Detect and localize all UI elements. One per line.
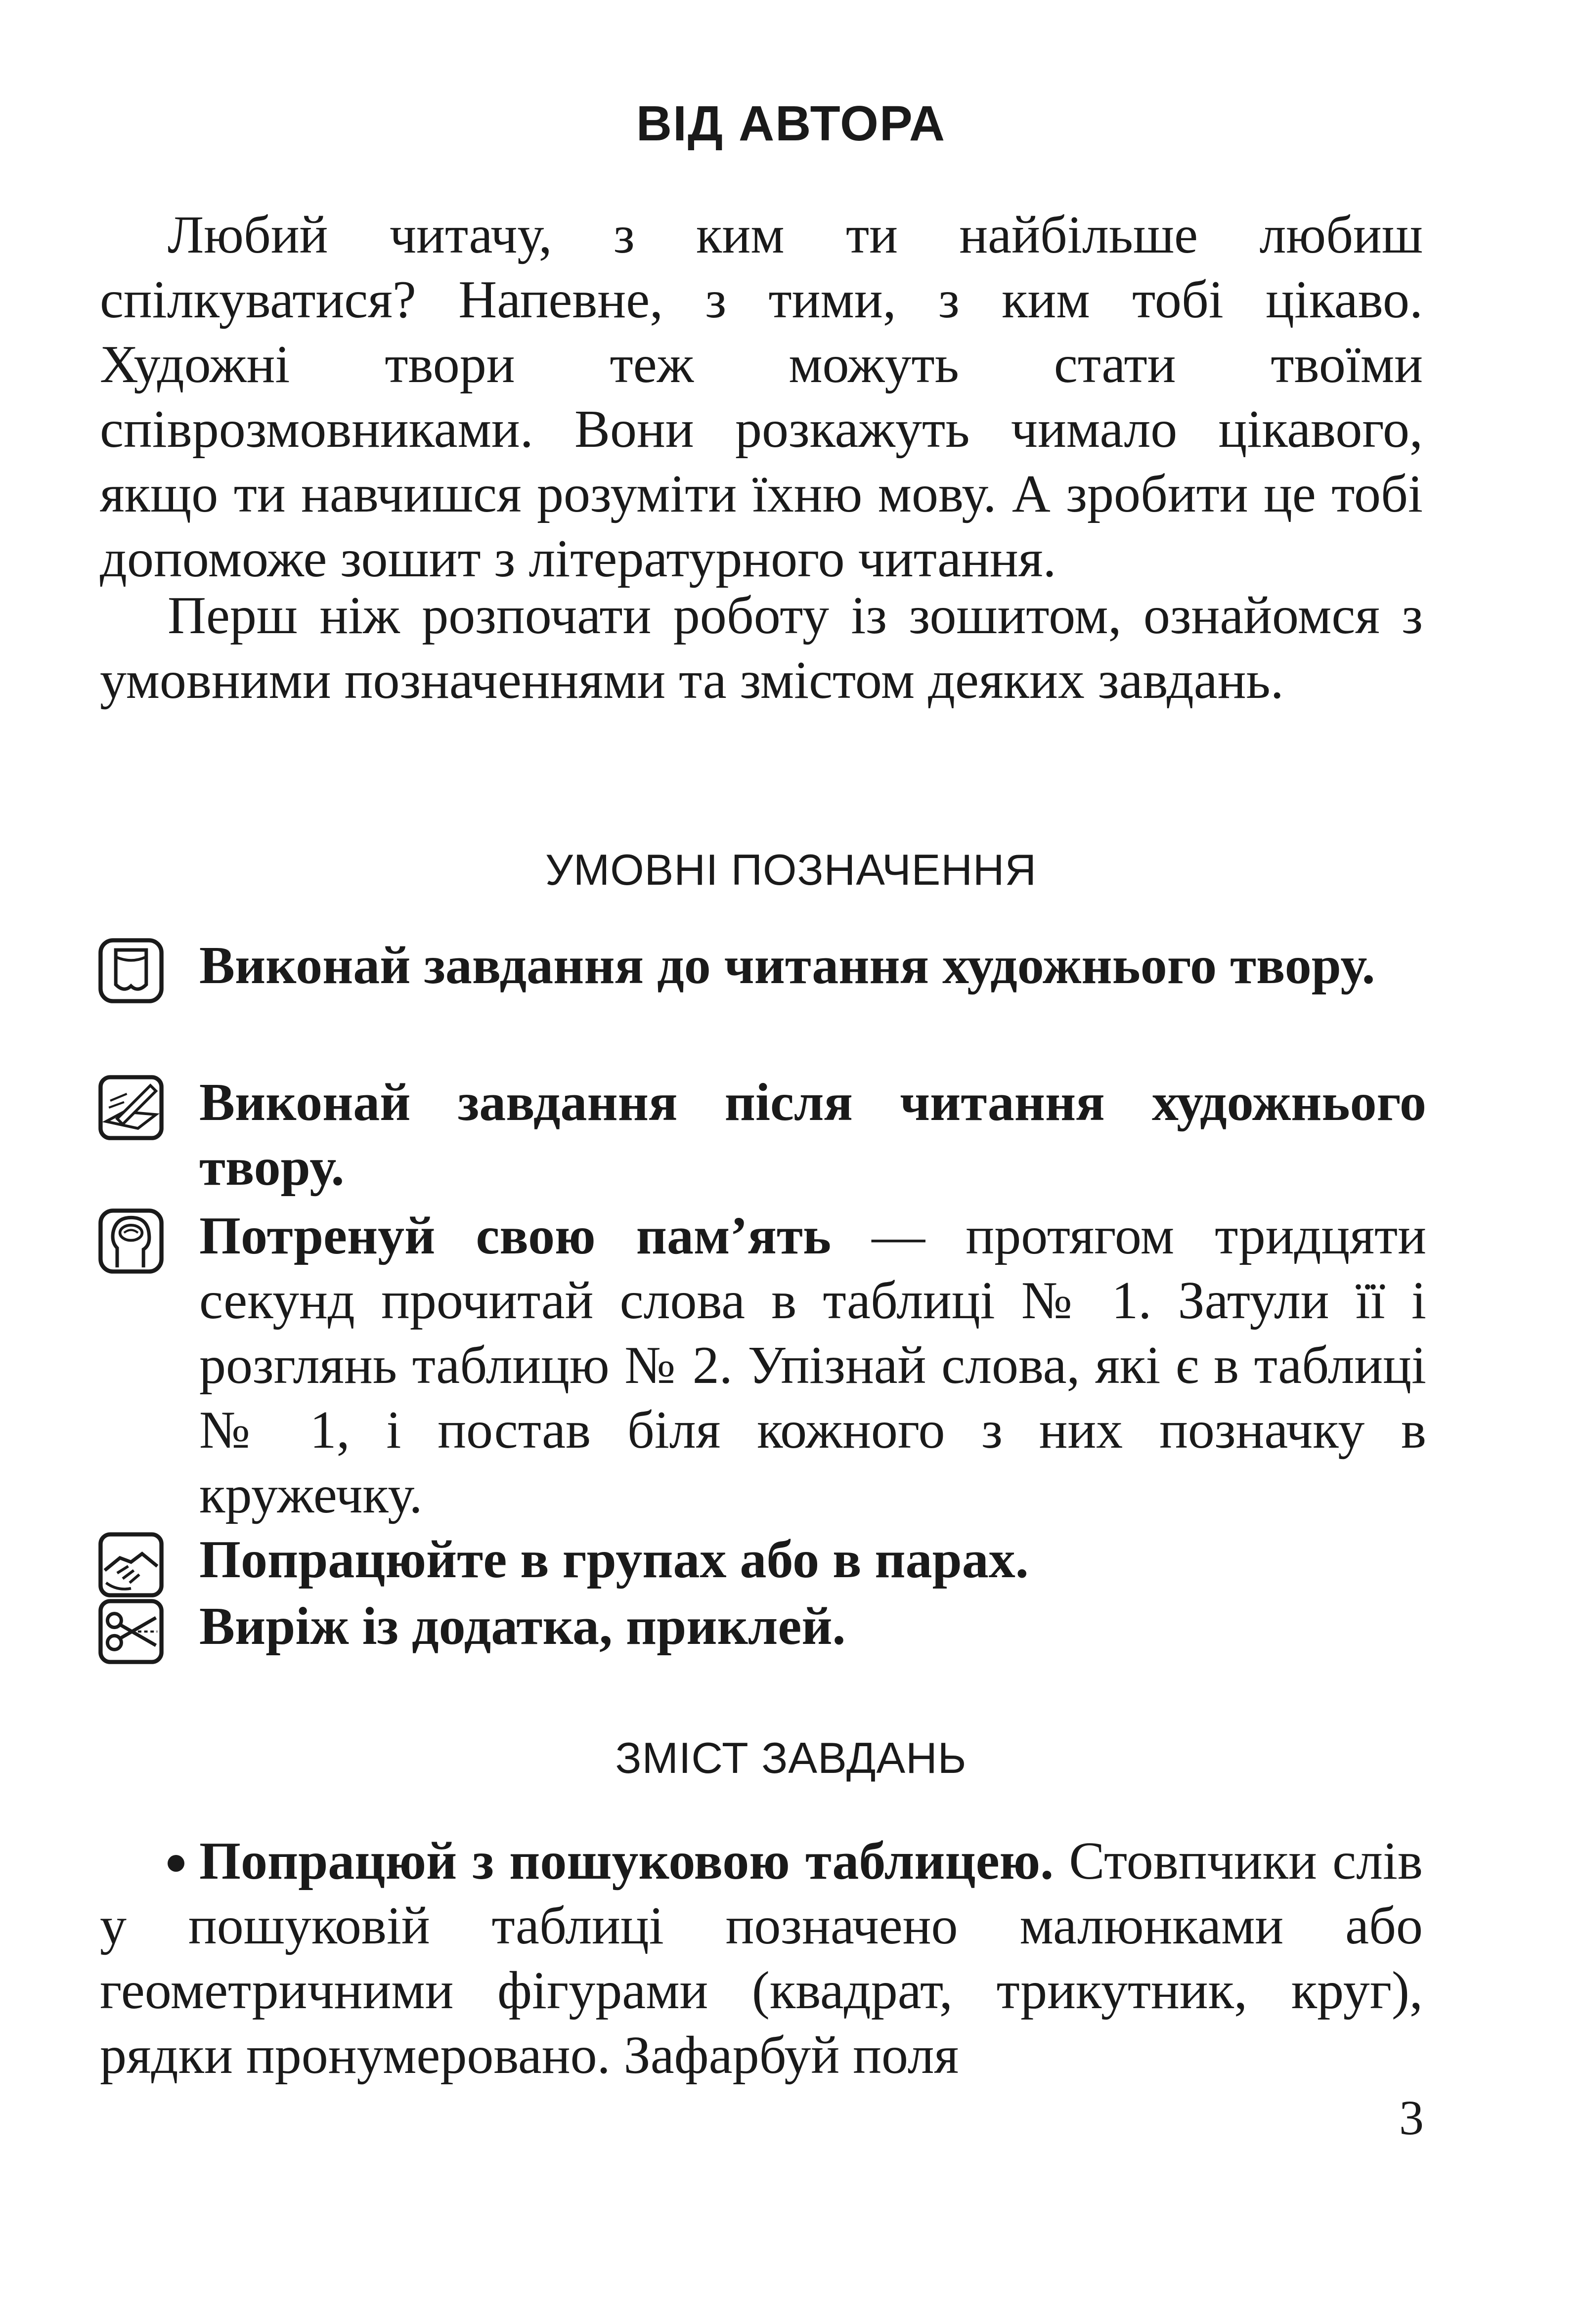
legend-text-3 [199,1204,1426,1527]
legend-bold-5: Виріж із додатка, приклей. [199,1597,846,1656]
contents-heading: ЗМІСТ ЗАВДАНЬ [615,1733,967,1782]
legend-bold-3: Потренуй свою пам’ять [199,1206,832,1265]
memory-icon [96,1206,166,1276]
legend-bold-4: Попрацюйте в групах або в парах. [199,1530,1029,1589]
scissors-icon [96,1597,166,1666]
intro-paragraph-1: Любий читачу, з ким ти найбільше любиш спілкуватися? Напевне, з тими, з ким тобі цікаво. Художні твори теж можуть стати твоїми співрозмовниками. Вони розкажуть чимало цікавого, якщо ти навчишся розуміти їхню мову. А зробити це тобі допоможе зошит з літературного читання. [100,206,1423,588]
reading-icon [96,936,166,1005]
task-bold: Попрацюй з пошуковою таблицею. [199,1832,1054,1891]
legend-rest-3: — протягом тридцяти секунд прочитай слова в таблиці № 1. Затули її і розглянь таблицю № 2. Упізнай слова, які є в таблиці № 1, і постав біля кожного з них позначку в кружечку. [199,1206,1426,1524]
legend-bold-1: Виконай завдання до читання художнього твору. [199,936,1375,995]
handshake-icon [96,1530,166,1599]
page-title: ВІД АВТОРА [636,96,946,151]
writing-icon [96,1073,166,1142]
legend-text-2 [199,1070,1426,1200]
legend-text-5 [199,1594,1426,1659]
legend-text-1 [199,933,1426,998]
intro-paragraph-2: Перш ніж розпочати роботу із зошитом, ознайомся з умовними позначеннями та змістом деяких завдань. [100,586,1423,710]
page-number: 3 [1399,2090,1424,2145]
legend-heading: УМОВНІ ПОЗНАЧЕННЯ [545,845,1037,894]
task-rest: Стовпчики слів у пошуковій таблиці позначено малюнками або геометричними фігурами (квадрат, трикутник, круг), рядки пронумеровано. Зафарбуй поля [100,1832,1423,2085]
task-paragraph [100,1829,1423,2088]
legend-bold-2: Виконай завдання після читання художнього твору. [199,1073,1426,1197]
legend-text-4 [199,1527,1426,1592]
bullet-icon [168,1855,184,1872]
